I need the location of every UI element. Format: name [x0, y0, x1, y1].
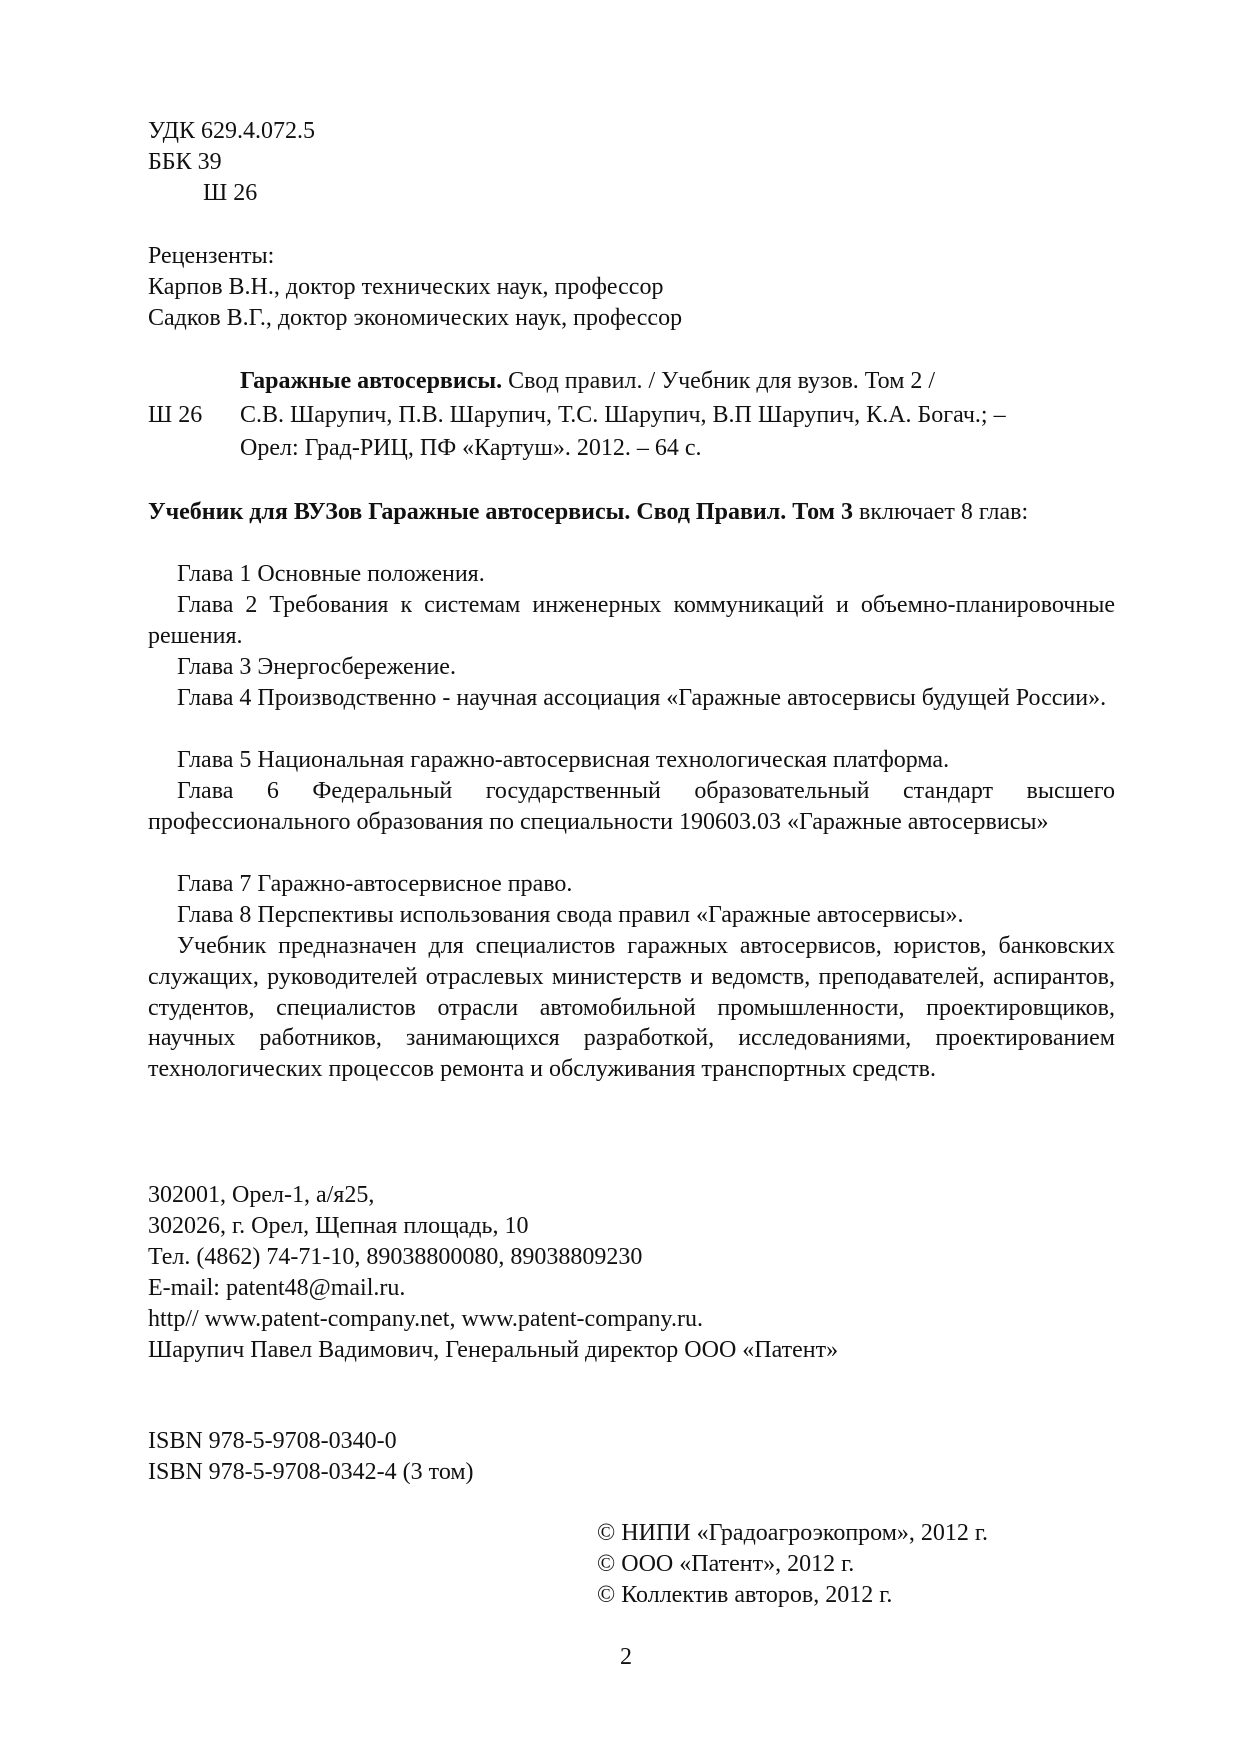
biblio-title-rest: Свод правил. / Учебник для вузов. Том 2 /: [502, 368, 936, 394]
copyright-1: © НИПИ «Градоагроэкопром», 2012 г.: [597, 1520, 989, 1546]
contact-address-1: 302001, Орел-1, а/я25,: [148, 1182, 375, 1208]
isbn-2: ISBN 978-5-9708-0342-4 (3 том): [148, 1459, 474, 1485]
contact-phone: Тел. (4862) 74-71-10, 89038800080, 89038809230: [148, 1244, 643, 1270]
audience-paragraph: Учебник предназначен для специалистов гаражных автосервисов, юристов, банковских служащих, руководителей отраслевых министерств и ведомств, преподавателей, аспирантов, студентов, специалистов отрасли автомобильной промышленности, проектировщиков, научных работников, занимающихся разработкой, исследованиями, проектированием технологических процессов ремонта и обслуживания транспортных средств.: [148, 933, 1115, 1083]
annotation-intro: [148, 497, 1115, 528]
contact-address-2: 302026, г. Орел, Щепная площадь, 10: [148, 1213, 529, 1239]
contact-email: E-mail: patent48@mail.ru.: [148, 1275, 406, 1301]
biblio-code: Ш 26: [148, 402, 203, 428]
chapter-2: Глава 2 Требования к системам инженерных коммуникаций и объемно-планировочные решения.: [148, 592, 1115, 649]
chapter-5: Глава 5 Национальная гаражно-автосервисная технологическая платформа.: [177, 747, 950, 773]
chapter-7: Глава 7 Гаражно-автосервисное право.: [177, 871, 573, 897]
biblio-authors: С.В. Шарупич, П.В. Шарупич, Т.С. Шарупич, В.П Шарупич, К.А. Богач.; –: [240, 402, 1006, 428]
annotation-intro-rest: включает 8 глав:: [853, 499, 1029, 525]
biblio-title: [240, 366, 935, 396]
bbk-code: ББК 39: [148, 149, 222, 175]
chapter-8: Глава 8 Перспективы использования свода правил «Гаражные автосервисы».: [177, 902, 964, 928]
chapter-3: Глава 3 Энергосбережение.: [177, 654, 456, 680]
biblio-publisher: Орел: Град-РИЦ, ПФ «Картуш». 2012. – 64 с.: [240, 435, 702, 461]
contact-director: Шарупич Павел Вадимович, Генеральный директор ООО «Патент»: [148, 1337, 839, 1363]
isbn-1: ISBN 978-5-9708-0340-0: [148, 1428, 397, 1454]
reviewer-2: Садков В.Г., доктор экономических наук, профессор: [148, 305, 683, 331]
udk-code: УДК 629.4.072.5: [148, 118, 315, 144]
chapter-6: Глава 6 Федеральный государственный образовательный стандарт высшего профессионального образования по специальности 190603.03 «Гаражные автосервисы»: [148, 778, 1115, 835]
author-mark: Ш 26: [203, 180, 258, 206]
reviewer-1: Карпов В.Н., доктор технических наук, профессор: [148, 274, 664, 300]
reviewers-heading: Рецензенты:: [148, 243, 275, 269]
copyright-3: © Коллектив авторов, 2012 г.: [597, 1582, 893, 1608]
copyright-2: © ООО «Патент», 2012 г.: [597, 1551, 855, 1577]
chapter-4: Глава 4 Производственно - научная ассоциация «Гаражные автосервисы будущей России».: [177, 685, 1107, 711]
contact-websites: http// www.patent-company.net, www.patent-company.ru.: [148, 1306, 703, 1332]
biblio-title-bold: Гаражные автосервисы.: [240, 368, 503, 394]
page-number: 2: [620, 1644, 632, 1670]
chapter-1: Глава 1 Основные положения.: [177, 561, 485, 587]
annotation-intro-bold: Учебник для ВУЗов Гаражные автосервисы. Свод Правил. Том 3: [148, 499, 854, 525]
